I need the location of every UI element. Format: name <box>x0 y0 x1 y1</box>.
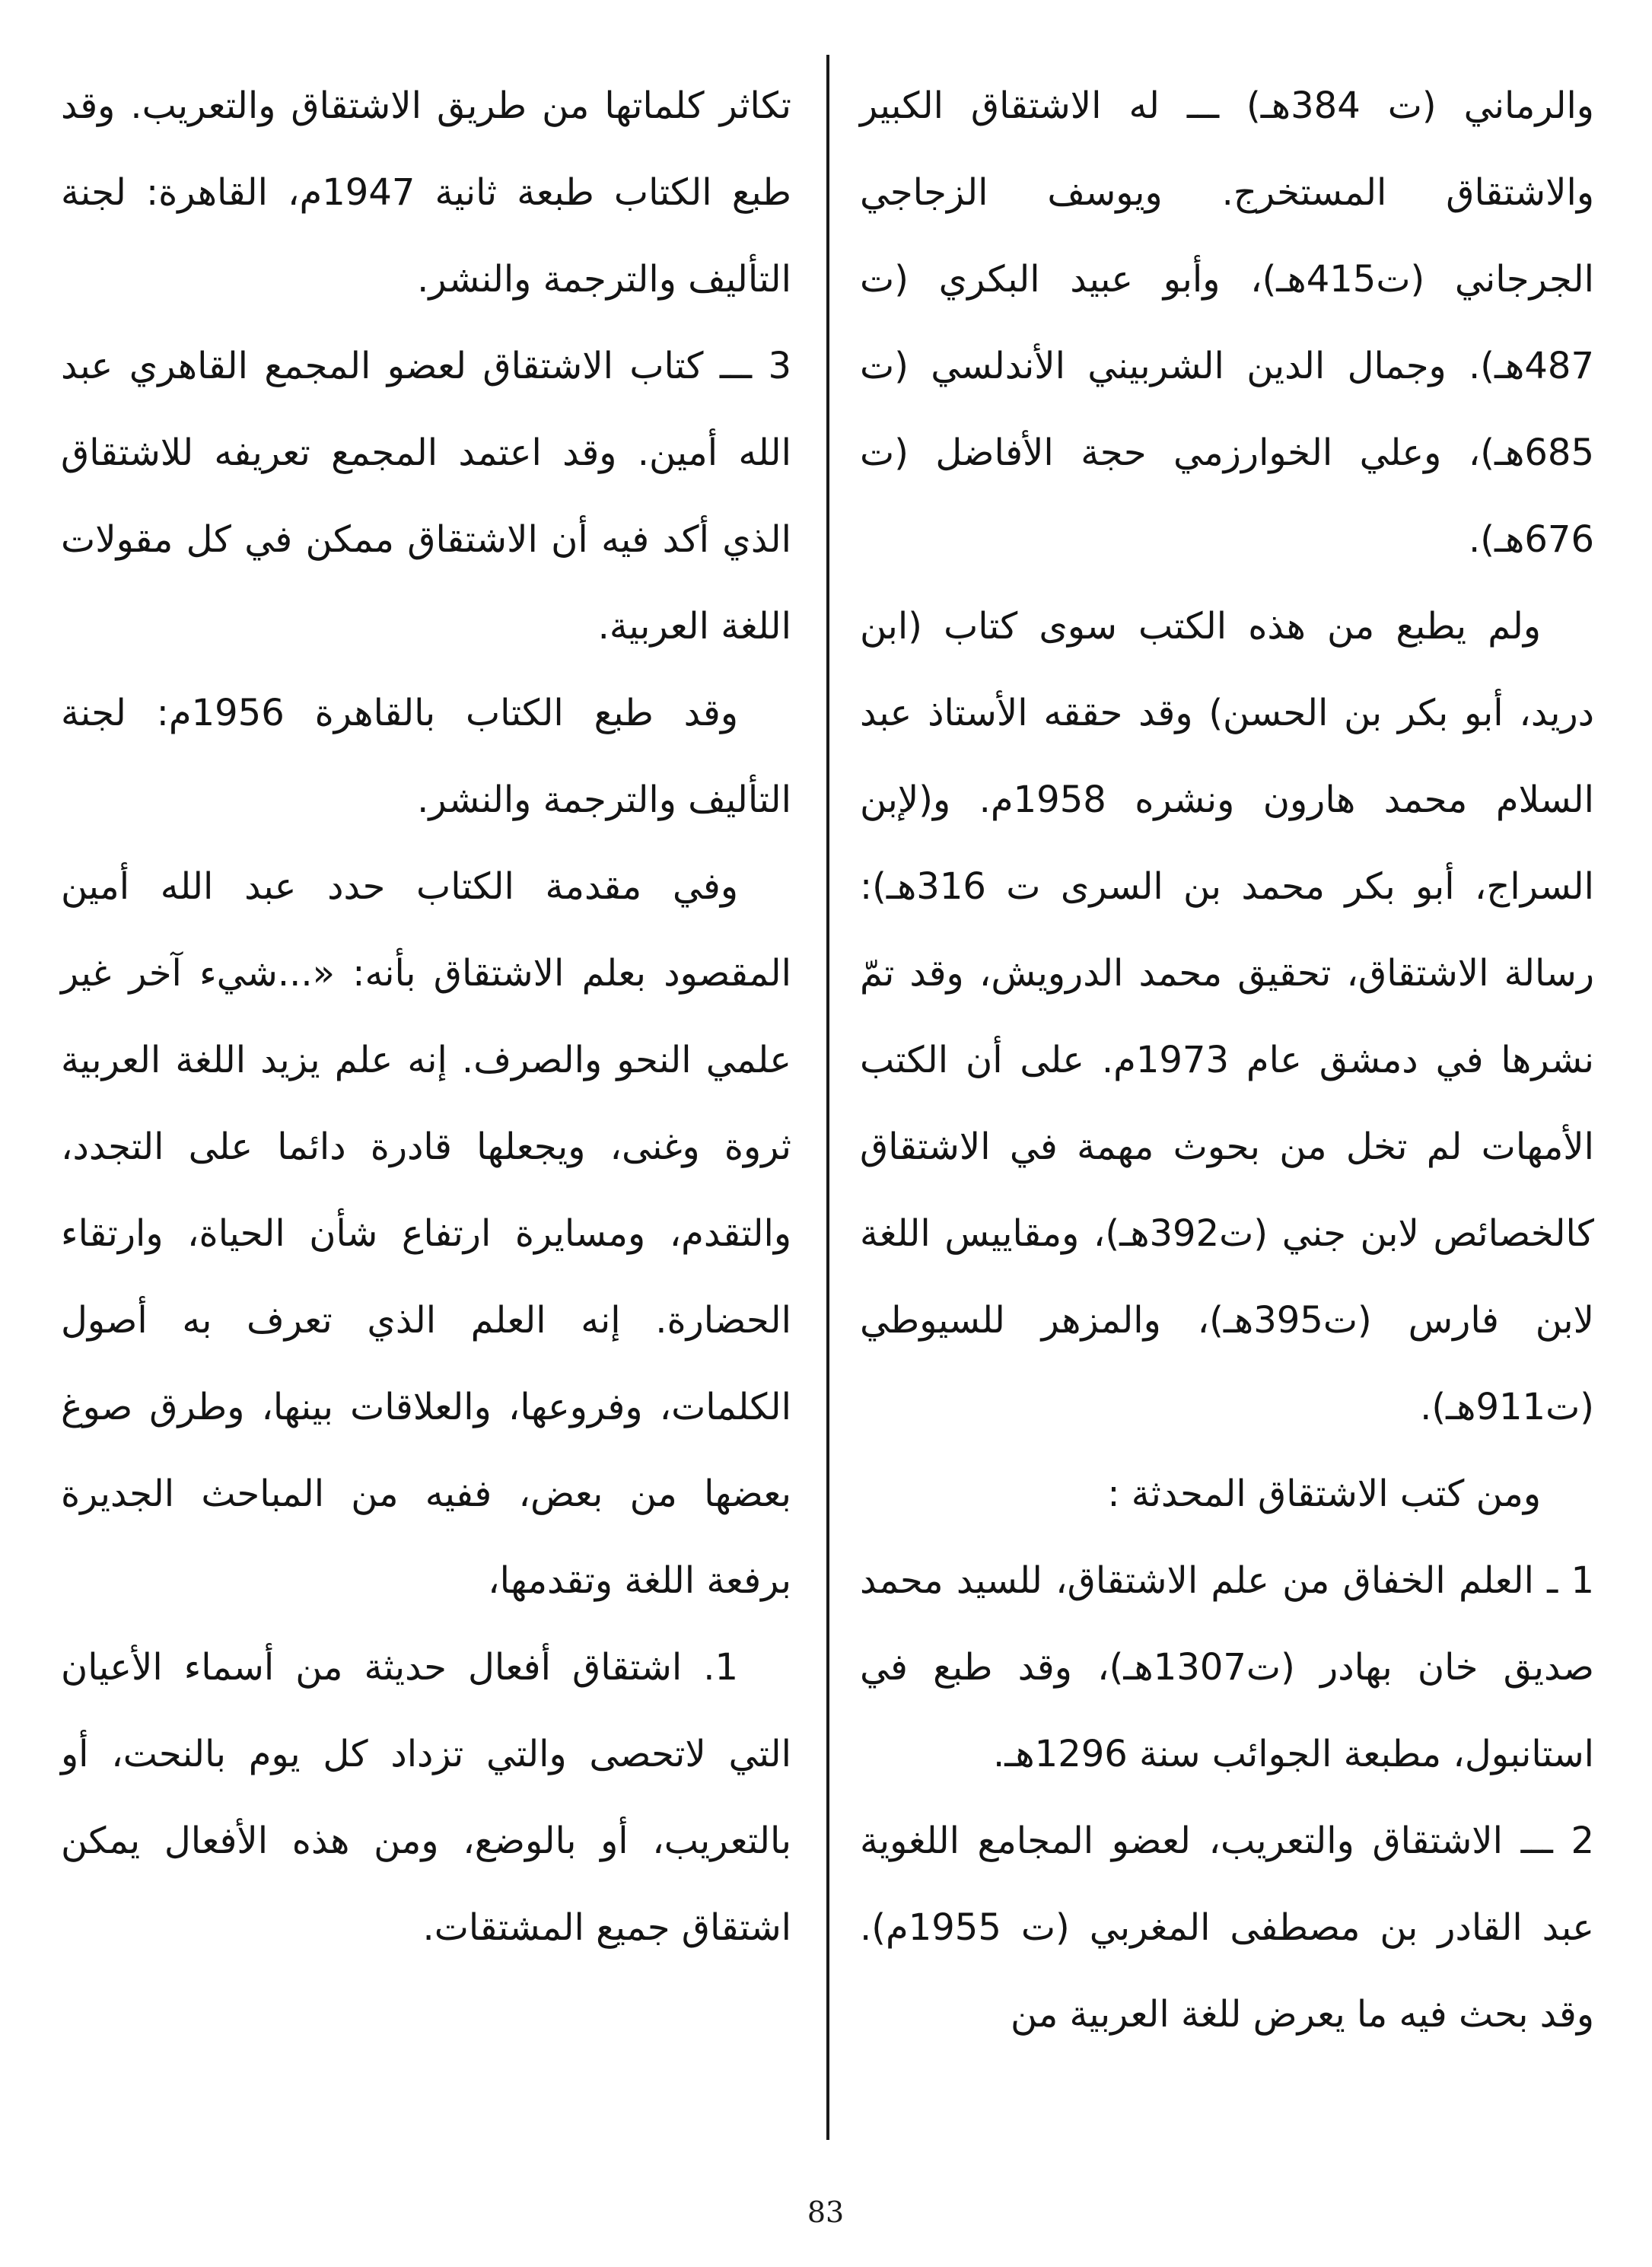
paragraph: 1 ـ العلم الخفاق من علم الاشتقاق، للسيد محمد صديق خان بهادر (ت1307هـ)، وقد طبع في استانبول، مطبعة الجوائب سنة 1296هـ. <box>860 1559 1594 1775</box>
paragraph: تكاثر كلماتها من طريق الاشتقاق والتعريب. وقد طبع الكتاب طبعة ثانية 1947م، القاهرة: لجنة التأليف والترجمة والنشر. <box>61 84 791 301</box>
paragraph: 3 ـــ كتاب الاشتقاق لعضو المجمع القاهري عبد الله أمين. وقد اعتمد المجمع تعريفه للاشتقاق الذي أكد فيه أن الاشتقاق ممكن في كل مقولات اللغة العربية. <box>61 345 791 648</box>
paragraph: 2 ـــ الاشتقاق والتعريب، لعضو المجامع اللغوية عبد القادر بن مصطفى المغربي (ت 1955م). وقد بحث فيه ما يعرض للغة العربية من <box>860 1820 1594 2036</box>
paragraph: ومن كتب الاشتقاق المحدثة : <box>1107 1473 1541 1515</box>
column-divider <box>826 55 829 2140</box>
paragraph: وفي مقدمة الكتاب حدد عبد الله أمين المقصود بعلم الاشتقاق بأنه: «...شيء آخر غير علمي النحو والصرف. إنه علم يزيد اللغة العربية ثروة وغنى، ويجعلها قادرة دائما على التجدد، والتقدم، ومسايرة ارتفاع شأن الحياة، وارتقاء الحضارة. إنه العلم الذي تعرف به أصول الكلمات، وفروعها، والعلاقات بينها، وطرق صوغ بعضها من بعض، ففيه من المباحث الجديرة برفعة اللغة وتقدمها، <box>61 865 791 1602</box>
paragraph: 1. اشتقاق أفعال حديثة من أسماء الأعيان التي لاتحصى والتي تزداد كل يوم بالنحت، أو بالتعريب، أو بالوضع، ومن هذه الأفعال يمكن اشتقاق جميع المشتقات. <box>61 1646 791 1949</box>
page-number: 83 <box>807 2195 845 2229</box>
left-text-column <box>61 62 791 1971</box>
paragraph: وقد طبع الكتاب بالقاهرة 1956م: لجنة التأليف والترجمة والنشر. <box>61 692 791 821</box>
right-text-column <box>860 62 1594 2058</box>
paragraph: والرماني (ت 384هـ) ـــ له الاشتقاق الكبير والاشتقاق المستخرج. ويوسف الزجاجي الجرجاني (ت415هـ)، وأبو عبيد البكري (ت 487هـ). وجمال الدين الشربيني الأندلسي (ت 685هـ)، وعلي الخوارزمي حجة الأفاضل (ت 676هـ). <box>860 84 1594 561</box>
paragraph: ولم يطبع من هذه الكتب سوى كتاب (ابن دريد، أبو بكر بن الحسن) وقد حققه الأستاذ عبد السلام محمد هارون ونشره 1958م. و(لإبن السراج، أبو بكر محمد بن السرى ت 316هـ): رسالة الاشتقاق، تحقيق محمد الدرويش، وقد تمّ نشرها في دمشق عام 1973م. على أن الكتب الأمهات لم تخل من بحوث مهمة في الاشتقاق كالخصائص لابن جني (ت392هـ)، ومقاييس اللغة لابن فارس (ت395هـ)، والمزهر للسيوطي (ت911هـ). <box>860 605 1595 1428</box>
